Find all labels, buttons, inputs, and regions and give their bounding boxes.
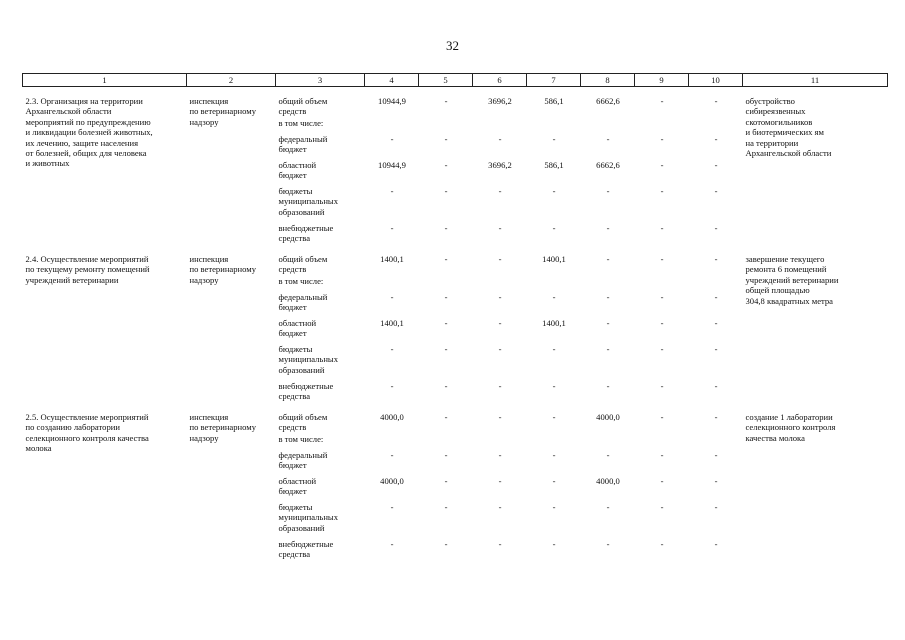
value-cell: - [660, 134, 664, 144]
value-cell: - [390, 344, 394, 354]
value-cell: 586,1 [544, 96, 564, 106]
column-number: 1 [23, 74, 187, 87]
value-cell: 3696,2 [488, 96, 512, 106]
value-cell [581, 118, 635, 134]
value-cell [635, 118, 689, 134]
funding-source: внебюджетные средства [278, 539, 334, 560]
funding-source: областной бюджет [278, 160, 317, 181]
value-cell [365, 118, 419, 134]
value-cell [473, 434, 527, 450]
value-cell: - [444, 412, 448, 422]
value-cell: - [498, 412, 502, 422]
value-cell: - [606, 450, 610, 460]
funding-source: федеральный бюджет [278, 450, 328, 471]
executor-cell: инспекция по ветеринарному надзору [189, 254, 257, 285]
value-cell: - [714, 96, 718, 106]
spacer-cell [23, 87, 888, 97]
funding-source: бюджеты муниципальных образований [278, 186, 338, 217]
value-cell: - [714, 254, 718, 264]
value-cell: - [498, 292, 502, 302]
funding-source: бюджеты муниципальных образований [278, 502, 338, 533]
funding-source: общий объем средств [278, 412, 328, 433]
column-number: 10 [689, 74, 743, 87]
value-cell: - [444, 502, 448, 512]
funding-source: в том числе: [278, 434, 324, 444]
value-cell: 4000,0 [380, 476, 404, 486]
value-cell [635, 276, 689, 292]
value-cell: - [660, 318, 664, 328]
value-cell: - [444, 539, 448, 549]
value-cell: - [552, 186, 556, 196]
value-cell: - [552, 412, 556, 422]
value-cell: - [552, 223, 556, 233]
value-cell: - [390, 539, 394, 549]
value-cell: 586,1 [544, 160, 564, 170]
value-cell: 1400,1 [542, 254, 566, 264]
value-cell: - [552, 344, 556, 354]
funding-source: внебюджетные средства [278, 223, 334, 244]
value-cell [473, 276, 527, 292]
spacer-row [23, 245, 888, 254]
value-cell: - [714, 186, 718, 196]
value-cell: - [498, 476, 502, 486]
value-cell: - [606, 186, 610, 196]
table-body [23, 87, 888, 562]
value-cell: - [660, 344, 664, 354]
value-cell [419, 434, 473, 450]
value-cell: - [714, 223, 718, 233]
value-cell: - [660, 186, 664, 196]
value-cell: - [444, 292, 448, 302]
value-cell [419, 118, 473, 134]
value-cell: - [714, 539, 718, 549]
activity-description: 2.4. Осуществление мероприятий по текущему ремонту помещений учреждений ветеринарии [25, 254, 150, 285]
column-number: 11 [743, 74, 888, 87]
value-cell: - [552, 450, 556, 460]
spacer-cell [23, 403, 888, 412]
value-cell: - [444, 344, 448, 354]
value-cell: - [444, 223, 448, 233]
value-cell: - [552, 292, 556, 302]
column-number: 6 [473, 74, 527, 87]
value-cell: 3696,2 [488, 160, 512, 170]
value-cell: - [606, 539, 610, 549]
value-cell: - [714, 476, 718, 486]
value-cell [365, 434, 419, 450]
executor-cell: инспекция по ветеринарному надзору [189, 96, 257, 127]
value-cell: 10944,9 [378, 96, 406, 106]
funding-source: внебюджетные средства [278, 381, 334, 402]
value-cell: - [660, 539, 664, 549]
value-cell: 1400,1 [380, 254, 404, 264]
value-cell: - [552, 134, 556, 144]
value-cell [689, 434, 743, 450]
value-cell [419, 276, 473, 292]
value-cell: - [390, 292, 394, 302]
value-cell: - [660, 160, 664, 170]
value-cell: - [444, 160, 448, 170]
value-cell: - [444, 476, 448, 486]
value-cell: - [660, 254, 664, 264]
value-cell: - [606, 292, 610, 302]
value-cell: - [660, 476, 664, 486]
expected-result: создание 1 лаборатории селекционного контроля качества молока [745, 412, 836, 443]
value-cell: 4000,0 [380, 412, 404, 422]
value-cell: 4000,0 [596, 476, 620, 486]
value-cell: - [606, 134, 610, 144]
value-cell: - [552, 476, 556, 486]
value-cell: - [444, 134, 448, 144]
value-cell: - [390, 134, 394, 144]
expected-result: обустройство сибиреязвенных скотомогильников и биотермических ям на территории Архангельской области [745, 96, 832, 159]
funding-source: федеральный бюджет [278, 292, 328, 313]
value-cell: 1400,1 [380, 318, 404, 328]
value-cell [527, 118, 581, 134]
financing-table [22, 73, 888, 561]
value-cell: - [498, 223, 502, 233]
value-cell: - [714, 344, 718, 354]
value-cell: - [444, 186, 448, 196]
value-cell [473, 118, 527, 134]
value-cell: - [390, 381, 394, 391]
value-cell: - [444, 450, 448, 460]
table-row [23, 412, 888, 434]
value-cell: - [498, 134, 502, 144]
funding-source: в том числе: [278, 276, 324, 286]
value-cell: - [498, 502, 502, 512]
value-cell: - [660, 502, 664, 512]
executor-cell: инспекция по ветеринарному надзору [189, 412, 257, 443]
value-cell: - [714, 412, 718, 422]
value-cell [581, 276, 635, 292]
value-cell: 10944,9 [378, 160, 406, 170]
funding-source: областной бюджет [278, 318, 317, 339]
value-cell: - [444, 381, 448, 391]
value-cell [527, 276, 581, 292]
value-cell: - [660, 412, 664, 422]
value-cell: 4000,0 [596, 412, 620, 422]
value-cell: - [498, 254, 502, 264]
column-number: 3 [276, 74, 365, 87]
value-cell: - [444, 96, 448, 106]
value-cell: - [660, 223, 664, 233]
funding-source: общий объем средств [278, 254, 328, 275]
value-cell: - [498, 318, 502, 328]
value-cell: - [444, 318, 448, 328]
value-cell: - [552, 539, 556, 549]
value-cell: - [498, 186, 502, 196]
value-cell: - [552, 502, 556, 512]
value-cell: 6662,6 [596, 160, 620, 170]
value-cell [635, 434, 689, 450]
value-cell: - [606, 381, 610, 391]
column-number: 2 [187, 74, 276, 87]
value-cell: - [660, 450, 664, 460]
funding-source: областной бюджет [278, 476, 317, 497]
activity-description: 2.5. Осуществление мероприятий по созданию лаборатории селекционного контроля качества молока [25, 412, 149, 454]
value-cell: - [714, 160, 718, 170]
value-cell: - [714, 502, 718, 512]
expected-result: завершение текущего ремонта 6 помещений учреждений ветеринарии общей площадью 304,8 квадратных метра [745, 254, 839, 306]
value-cell: - [660, 292, 664, 302]
funding-source: федеральный бюджет [278, 134, 328, 155]
value-cell: 1400,1 [542, 318, 566, 328]
value-cell: - [606, 254, 610, 264]
value-cell [689, 118, 743, 134]
value-cell: - [714, 134, 718, 144]
table-row [23, 96, 888, 118]
spacer-row [23, 403, 888, 412]
activity-description: 2.3. Организация на территории Архангельской области мероприятий по предупреждению и ликвидации болезней животных, их лечению, защите населения от болезней, общих для человека и животных [25, 96, 153, 169]
spacer-row [23, 87, 888, 97]
column-number: 4 [365, 74, 419, 87]
value-cell [365, 276, 419, 292]
funding-source: в том числе: [278, 118, 324, 128]
value-cell: - [444, 254, 448, 264]
value-cell: - [390, 223, 394, 233]
table-row [23, 254, 888, 276]
column-number: 8 [581, 74, 635, 87]
value-cell: - [390, 502, 394, 512]
value-cell: - [606, 318, 610, 328]
funding-source: общий объем средств [278, 96, 328, 117]
value-cell: - [498, 344, 502, 354]
value-cell: - [498, 450, 502, 460]
column-number: 7 [527, 74, 581, 87]
value-cell: - [552, 381, 556, 391]
value-cell [689, 276, 743, 292]
column-number: 5 [419, 74, 473, 87]
column-number-row [23, 74, 888, 87]
page-number: 32 [446, 38, 459, 53]
value-cell: - [660, 381, 664, 391]
value-cell: - [498, 381, 502, 391]
value-cell: - [714, 292, 718, 302]
value-cell: - [606, 223, 610, 233]
value-cell: - [660, 96, 664, 106]
value-cell: - [714, 318, 718, 328]
column-number: 9 [635, 74, 689, 87]
value-cell: 6662,6 [596, 96, 620, 106]
value-cell: - [390, 450, 394, 460]
value-cell [581, 434, 635, 450]
value-cell: - [390, 186, 394, 196]
value-cell: - [714, 381, 718, 391]
value-cell: - [498, 539, 502, 549]
spacer-cell [23, 245, 888, 254]
value-cell: - [606, 502, 610, 512]
funding-source: бюджеты муниципальных образований [278, 344, 338, 375]
value-cell: - [714, 450, 718, 460]
value-cell: - [606, 344, 610, 354]
value-cell [527, 434, 581, 450]
